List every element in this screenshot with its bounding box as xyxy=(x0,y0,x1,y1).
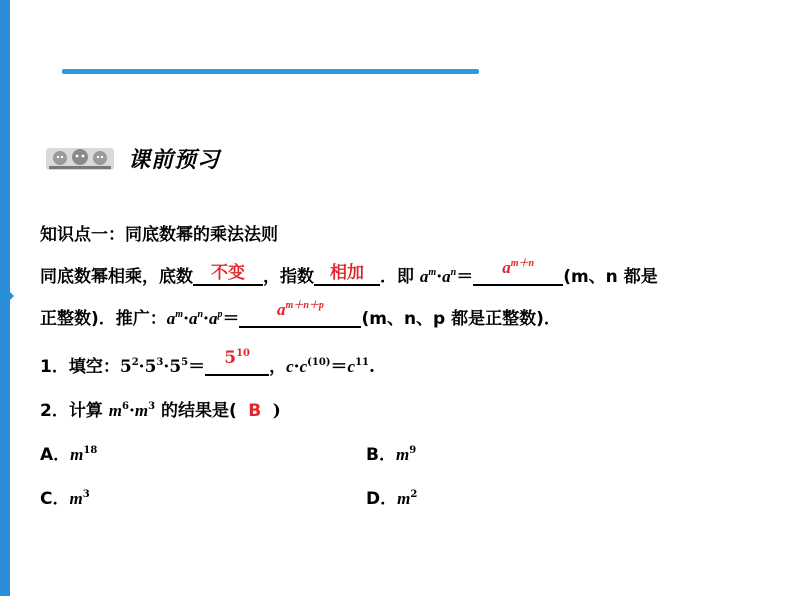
question-2-answer: B xyxy=(248,401,262,421)
blank-3[interactable] xyxy=(473,258,563,286)
left-bar-notch xyxy=(6,288,14,304)
separator: ， xyxy=(269,357,287,377)
blank-4[interactable] xyxy=(239,300,361,328)
var-m: m xyxy=(108,401,122,420)
rule-text-4: (m、n 都是 xyxy=(563,267,658,287)
exponent-blank: (10) xyxy=(307,357,331,368)
answer-3-base: a xyxy=(502,258,511,277)
blank-2[interactable] xyxy=(314,264,380,286)
answer-3-exp: m＋n xyxy=(510,258,535,269)
var-a: a xyxy=(166,309,176,328)
question-2 xyxy=(40,396,281,421)
exp-m: m xyxy=(428,267,437,278)
period: . xyxy=(369,357,375,377)
var-m: m xyxy=(134,401,149,420)
var-a: a xyxy=(208,309,218,328)
answer-1: 不变 xyxy=(211,263,245,283)
option-c[interactable] xyxy=(40,484,90,509)
exp-p: p xyxy=(217,309,223,320)
var-a: a xyxy=(188,309,198,328)
dot: · xyxy=(163,357,170,377)
answer-q1-exp: 10 xyxy=(236,348,250,359)
rule-text-2: ，指数 xyxy=(263,267,314,287)
var-c: c xyxy=(299,357,308,376)
equals: ＝ xyxy=(330,357,348,377)
option-exp: 3 xyxy=(82,489,90,500)
rule-text-1: 同底数幂相乘，底数 xyxy=(40,267,193,287)
option-letter: D． xyxy=(366,489,398,509)
exponent: 3 xyxy=(156,357,164,368)
dot: · xyxy=(138,357,145,377)
option-base: m xyxy=(397,489,411,508)
answer-q1 xyxy=(205,348,269,368)
option-b[interactable] xyxy=(366,440,416,465)
blank-q1[interactable] xyxy=(205,348,269,376)
kids-icon xyxy=(46,144,114,172)
top-divider xyxy=(62,69,479,74)
equals: ＝ xyxy=(456,267,474,287)
equals: ＝ xyxy=(222,309,240,329)
option-base: m xyxy=(70,445,84,464)
option-a[interactable] xyxy=(40,440,97,465)
answer-4-exp: m＋n＋p xyxy=(285,300,324,311)
rule-line-1 xyxy=(40,258,658,287)
exponent: 11 xyxy=(355,357,369,368)
exp-m: m xyxy=(175,309,184,320)
option-exp: 2 xyxy=(410,489,418,500)
option-letter: A． xyxy=(40,445,71,465)
close-paren: ) xyxy=(272,401,281,421)
question-1-label: 1．填空： xyxy=(40,357,120,377)
dot: · xyxy=(183,309,189,329)
option-base: m xyxy=(395,445,410,464)
var-c: c xyxy=(286,357,294,376)
rule-text-5: 正整数)．推广： xyxy=(40,309,167,329)
answer-2: 相加 xyxy=(330,263,364,283)
question-1 xyxy=(40,348,375,377)
answer-q1-base: 5 xyxy=(224,348,237,368)
rule-text-6: (m、n、p 都是正整数)． xyxy=(361,309,561,329)
option-d[interactable] xyxy=(366,484,417,509)
exponent: 5 xyxy=(181,357,189,368)
question-2-label: 2．计算 xyxy=(40,401,109,421)
exponent: 3 xyxy=(148,401,156,412)
knowledge-heading: 知识点一：同底数幂的乘法法则 xyxy=(40,225,278,245)
exponent: 6 xyxy=(121,401,129,412)
section-title: 课前预习 xyxy=(128,146,221,173)
dot: · xyxy=(128,401,135,421)
var-a: a xyxy=(442,267,451,286)
option-base: m xyxy=(69,489,83,508)
equals: ＝ xyxy=(188,357,206,377)
question-2-text: 的结果是( xyxy=(155,401,237,421)
rule-text-3: ．即 xyxy=(380,267,414,287)
option-letter: C． xyxy=(40,489,70,509)
var-c: c xyxy=(347,357,356,376)
option-exp: 18 xyxy=(83,445,98,456)
blank-1[interactable] xyxy=(193,264,263,286)
answer-4 xyxy=(239,300,361,320)
option-letter: B． xyxy=(366,445,396,465)
var-a: a xyxy=(419,267,429,286)
option-exp: 9 xyxy=(409,445,417,456)
dot: · xyxy=(293,357,300,377)
base: 5 xyxy=(144,357,157,377)
exp-n: n xyxy=(197,309,204,320)
answer-4-base: a xyxy=(277,300,286,319)
dot: · xyxy=(436,267,443,287)
section-header xyxy=(46,142,220,174)
base: 5 xyxy=(169,357,182,377)
exp-n: n xyxy=(450,267,457,278)
dot: · xyxy=(203,309,209,329)
base: 5 xyxy=(119,357,132,377)
answer-3 xyxy=(473,258,563,278)
rule-line-2 xyxy=(40,300,561,329)
exponent: 2 xyxy=(131,357,139,368)
